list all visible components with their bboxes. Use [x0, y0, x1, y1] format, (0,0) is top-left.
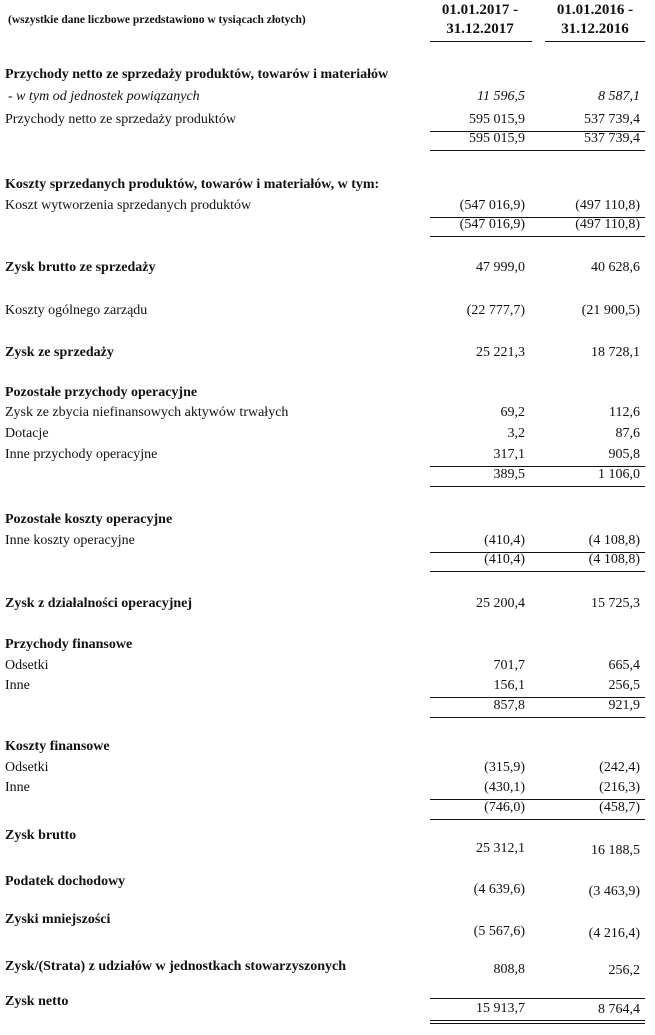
row-label: Zysk brutto [5, 828, 77, 843]
total-rule [430, 819, 645, 820]
value-2017: 25 221,3 [476, 345, 525, 360]
value-2016: 40 628,6 [591, 260, 640, 275]
row-label: Zysk/(Strata) z udziałów w jednostkach stowarzyszonych [5, 959, 347, 974]
subtotal-2017: (547 016,9) [459, 217, 525, 232]
row-label: Zysk ze sprzedaży [5, 345, 114, 360]
row-label: Inne [5, 780, 30, 795]
units-note: (wszystkie dane liczbowe przedstawiono w tysiącach złotych) [8, 14, 306, 26]
header-rule [430, 41, 532, 42]
subtotal-2017: (410,4) [484, 552, 525, 567]
value-2017: (547 016,9) [459, 198, 525, 213]
value-2016: 256,5 [608, 678, 640, 693]
row-label: Inne [5, 678, 30, 693]
value-2017: 595 015,9 [469, 112, 525, 127]
row-label: Zysk z działalności operacyjnej [5, 596, 193, 611]
subtotal-2016: 537 739,4 [584, 131, 640, 146]
row-label: Zyski mniejszości [5, 912, 111, 927]
subtotal-2017: 389,5 [493, 467, 525, 482]
value-2016: 8 764,4 [598, 1002, 640, 1017]
value-2016: 537 739,4 [584, 112, 640, 127]
value-2017: 3,2 [507, 426, 525, 441]
subtotal-2017: 595 015,9 [469, 131, 525, 146]
total-rule [430, 717, 645, 718]
subtotal-2016: (497 110,8) [575, 217, 640, 232]
row-label: Koszt wytworzenia sprzedanych produktów [5, 198, 252, 213]
value-2017: (315,9) [484, 760, 525, 775]
value-2016: (497 110,8) [575, 198, 640, 213]
value-2017: (5 567,6) [473, 924, 525, 939]
value-2016: 665,4 [608, 658, 640, 673]
value-2016: 18 728,1 [591, 345, 640, 360]
value-2017: 25 200,4 [476, 596, 525, 611]
value-2017: 156,1 [493, 678, 525, 693]
value-2017: (430,1) [484, 780, 525, 795]
value-2016: 8 587,1 [598, 89, 640, 104]
value-2016: (216,3) [599, 780, 640, 795]
value-2016: (4 108,8) [588, 533, 640, 548]
grand-total-double-rule [430, 1020, 645, 1024]
subtotal-2017: (746,0) [484, 800, 525, 815]
row-label: Odsetki [5, 760, 49, 775]
value-2016: 112,6 [609, 405, 640, 420]
subtotal-2016: (4 108,8) [588, 552, 640, 567]
row-label: Podatek dochodowy [5, 874, 126, 889]
row-label: Koszty sprzedanych produktów, towarów i materiałów, w tym: [5, 177, 380, 192]
value-2016: 87,6 [615, 426, 640, 441]
total-rule [430, 571, 645, 572]
row-label: Pozostałe koszty operacyjne [5, 512, 173, 527]
subtotal-2017: 857,8 [493, 698, 525, 713]
value-2017: 47 999,0 [476, 260, 525, 275]
value-2016: 15 725,3 [591, 596, 640, 611]
total-rule [430, 150, 645, 151]
value-2017: (22 777,7) [466, 303, 525, 318]
value-2016: (21 900,5) [581, 303, 640, 318]
row-label: Dotacje [5, 426, 49, 441]
value-2016: (242,4) [599, 760, 640, 775]
row-label: Przychody netto ze sprzedaży produktów [5, 112, 236, 127]
value-2017: (410,4) [484, 533, 525, 548]
row-label: - w tym od jednostek powiązanych [8, 89, 200, 104]
row-label: Zysk brutto ze sprzedaży [5, 260, 156, 275]
row-label: Pozostałe przychody operacyjne [5, 385, 198, 400]
row-label: Przychody netto ze sprzedaży produktów, towarów i materiałów [5, 67, 389, 82]
value-2017: (4 639,6) [473, 882, 525, 897]
value-2016: 256,2 [608, 963, 640, 978]
subtotal-2016: 1 106,0 [598, 467, 640, 482]
col-2016-line2: 31.12.2016 [561, 21, 629, 37]
col-2017-line1: 01.01.2017 - [441, 2, 519, 18]
value-2017: 69,2 [500, 405, 525, 420]
header-rule [545, 41, 645, 42]
value-2016: (3 463,9) [588, 884, 640, 899]
value-2017: 317,1 [493, 447, 525, 462]
row-label: Koszty ogólnego zarządu [5, 303, 148, 318]
col-2016-line1: 01.01.2016 - [556, 2, 634, 18]
value-2017: 11 596,5 [477, 89, 525, 104]
row-label: Przychody finansowe [5, 637, 133, 652]
value-2017: 15 913,7 [476, 1001, 525, 1016]
row-label: Inne koszty operacyjne [5, 533, 135, 548]
value-2017: 25 312,1 [476, 841, 525, 856]
value-2017: 808,8 [493, 962, 525, 977]
subtotal-2016: 921,9 [608, 698, 640, 713]
row-label: Odsetki [5, 658, 49, 673]
subtotal-2016: (458,7) [599, 800, 640, 815]
total-rule [430, 236, 645, 237]
value-2016: 905,8 [608, 447, 640, 462]
value-2016: (4 216,4) [588, 926, 640, 941]
row-label: Zysk netto [5, 994, 69, 1009]
subtotal-rule [430, 998, 645, 999]
total-rule [430, 486, 645, 487]
row-label: Koszty finansowe [5, 739, 110, 754]
col-2017-line2: 31.12.2017 [446, 21, 514, 37]
value-2016: 16 188,5 [591, 843, 640, 858]
row-label: Inne przychody operacyjne [5, 447, 158, 462]
value-2017: 701,7 [493, 658, 525, 673]
row-label: Zysk ze zbycia niefinansowych aktywów trwałych [5, 405, 289, 420]
